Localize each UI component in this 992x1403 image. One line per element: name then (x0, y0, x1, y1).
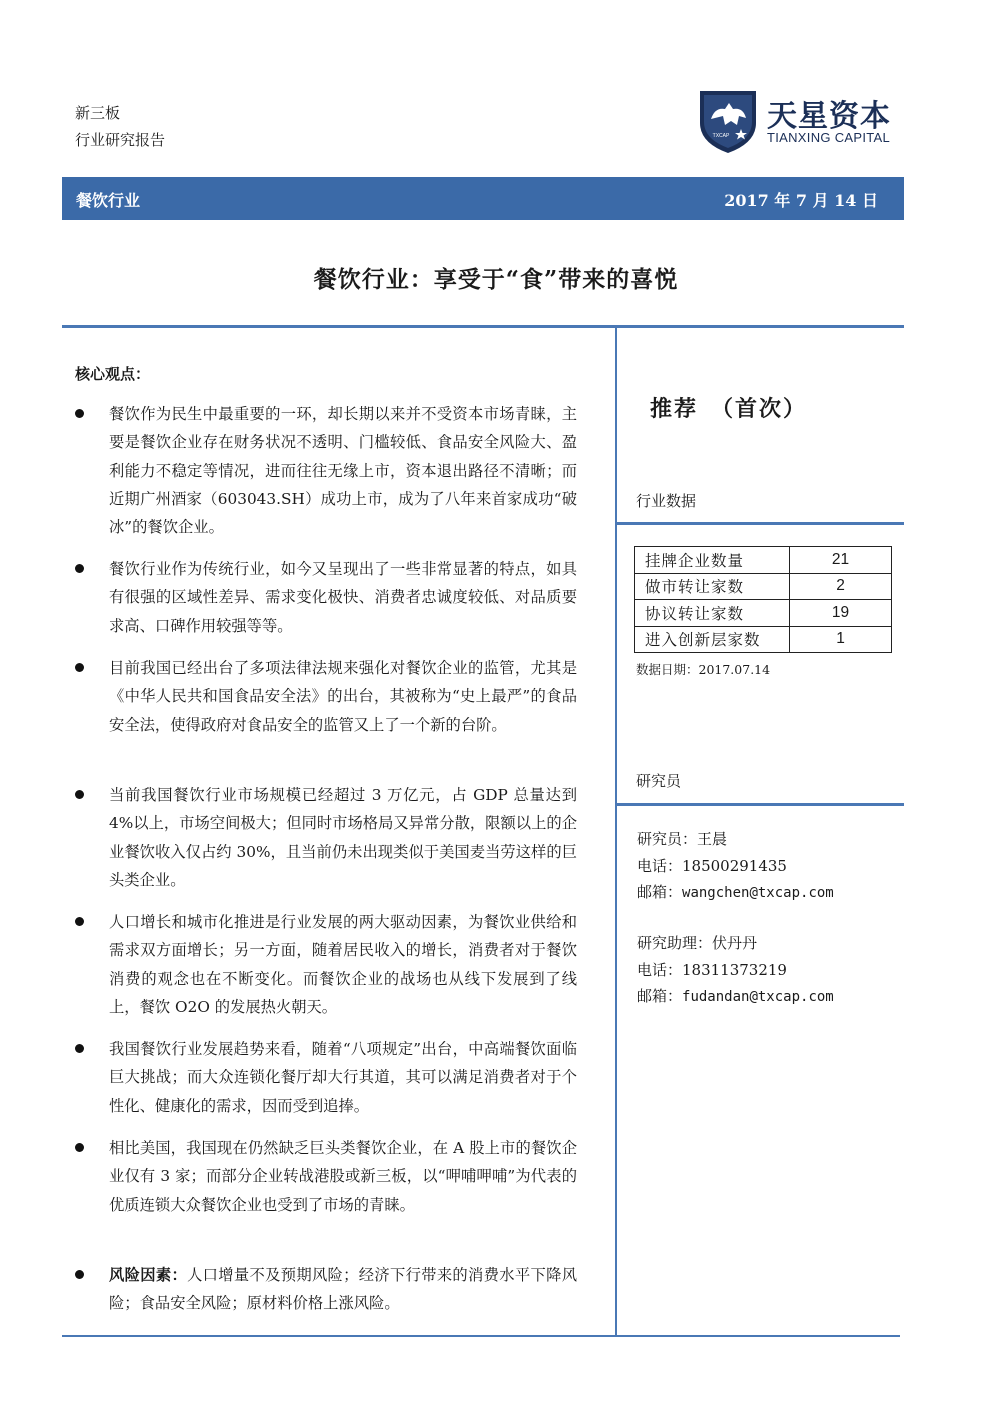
bullet-text: 相比美国，我国现在仍然缺乏巨头类餐饮企业，在 A 股上市的餐饮企业仅有 3 家；而部分企业转战港股或新三板，以“呷哺呷哺”为代表的优质连锁大众餐饮企业也受到了市场的青睐。 (109, 1139, 577, 1214)
assistant-email-line (637, 983, 834, 1011)
risk-factors-body: 人口增量不及预期风险；经济下行带来的消费水平下降风险；食品安全风险；原材料价格上涨风险。 (109, 1266, 577, 1313)
researchers-heading: 研究员 (636, 772, 682, 790)
list-item (75, 654, 580, 772)
bullet-icon (75, 917, 84, 926)
table-cell-label: 进入创新层家数 (635, 626, 790, 653)
page-title: 餐饮行业：享受于“食”带来的喜悦 (313, 266, 679, 293)
column-divider (615, 328, 617, 1335)
email-label: 邮箱： (637, 987, 683, 1005)
assistant-email[interactable]: fudandan@txcap.com (682, 989, 834, 1005)
shield-logo-icon (697, 85, 759, 155)
researcher-phone: 电话：18500291435 (637, 856, 787, 875)
bottom-divider (62, 1335, 900, 1337)
assistant-researcher-contact (637, 930, 834, 1011)
board-label: 新三板 (75, 104, 121, 122)
bullet-icon (75, 1143, 84, 1152)
researcher-name: 研究员：王晨 (637, 830, 728, 848)
company-logo (697, 85, 897, 155)
table-cell-value: 21 (790, 547, 892, 574)
bullet-text: 餐饮作为民生中最重要的一环，却长期以来并不受资本市场青睐，主要是餐饮企业存在财务状况不透明、门槛较低、食品安全风险大、盈利能力不稳定等情况，进而往往无缘上市，资本退出路径不清晰；而近期广州酒家（603043.SH）成功上市，成为了八年来首家成功“破冰”的餐饮企业。 (109, 405, 577, 537)
bullet-icon (75, 790, 84, 799)
table-cell-label: 挂牌企业数量 (635, 547, 790, 574)
logo-english-name: TIANXING CAPITAL (767, 130, 891, 145)
list-item (75, 555, 580, 645)
table-cell-value: 1 (790, 626, 892, 653)
researcher-email[interactable]: wangchen@txcap.com (682, 885, 834, 901)
email-label: 邮箱： (637, 883, 683, 901)
bullet-text: 当前我国餐饮行业市场规模已经超过 3 万亿元，占 GDP 总量达到 4%以上，市场空间极大；但同时市场格局又异常分散，限额以上的企业餐饮收入仅占约 30%，且当前仍未出现类似于美国麦当劳这样的巨头类企业。 (109, 786, 577, 889)
list-item (75, 1035, 580, 1125)
bullet-text: 目前我国已经出台了多项法律法规来强化对餐饮企业的监管，尤其是《中华人民共和国食品安全法》的出台，其被称为“史上最严”的食品安全法，使得政府对食品安全的监管又上了一个新的台阶。 (109, 659, 577, 734)
bullet-icon (75, 1044, 84, 1053)
report-date: 2017 年 7 月 14 日 (724, 191, 878, 210)
researcher-email-line (637, 879, 834, 907)
table-row (635, 547, 892, 574)
table-cell-label: 协议转让家数 (635, 600, 790, 627)
bullet-icon (75, 409, 84, 418)
risk-factors-label: 风险因素： (109, 1266, 188, 1284)
list-item (75, 400, 580, 545)
risk-factors-item (75, 1261, 580, 1323)
table-cell-value: 2 (790, 573, 892, 600)
list-item (75, 781, 580, 899)
researchers-rule (616, 803, 904, 806)
assistant-phone: 电话：18311373219 (637, 960, 787, 979)
logo-mark-text: TXCAP (712, 133, 730, 139)
rating-label: 推荐 （首次） (650, 396, 808, 422)
bullet-text: 我国餐饮行业发展趋势来看，随着“八项规定”出台，中高端餐饮面临巨大挑战；而大众连锁化餐厅却大行其道，其可以满足消费者对于个性化、健康化的需求，因而受到追捧。 (109, 1040, 577, 1115)
table-cell-label: 做市转让家数 (635, 573, 790, 600)
industry-data-table (634, 546, 892, 653)
industry-data-rule (616, 522, 904, 525)
bullet-icon (75, 1270, 84, 1279)
bullet-icon (75, 663, 84, 672)
bullet-icon (75, 564, 84, 573)
table-row (635, 600, 892, 627)
table-row (635, 573, 892, 600)
table-row (635, 626, 892, 653)
lead-researcher-contact (637, 826, 834, 907)
bullet-text: 餐饮行业作为传统行业，如今又呈现出了一些非常显著的特点，如具有很强的区域性差异、需求变化极快、消费者忠诚度较低、对品质要求高、口碑作用较强等等。 (109, 560, 577, 635)
report-meta (75, 100, 165, 154)
report-type-label: 行业研究报告 (75, 131, 166, 149)
logo-chinese-name: 天星资本 (767, 99, 891, 134)
top-divider (62, 325, 904, 328)
industry-data-heading: 行业数据 (636, 492, 697, 510)
risk-factors-text (109, 1261, 577, 1318)
sector-banner (62, 177, 904, 220)
data-date-note: 数据日期：2017.07.14 (636, 662, 771, 677)
list-item (75, 908, 580, 1026)
core-views-heading: 核心观点： (75, 365, 151, 383)
sector-label: 餐饮行业 (76, 191, 141, 210)
table-cell-value: 19 (790, 600, 892, 627)
bullet-text: 人口增长和城市化推进是行业发展的两大驱动因素，为餐饮业供给和需求双方面增长；另一方面，随着居民收入的增长，消费者对于餐饮消费的观念也在不断变化。而餐饮企业的战场也从线下发展到了线上，餐饮 O2O 的发展热火朝天。 (109, 913, 577, 1016)
assistant-name: 研究助理：伏丹丹 (637, 934, 758, 952)
list-item (75, 1134, 580, 1252)
